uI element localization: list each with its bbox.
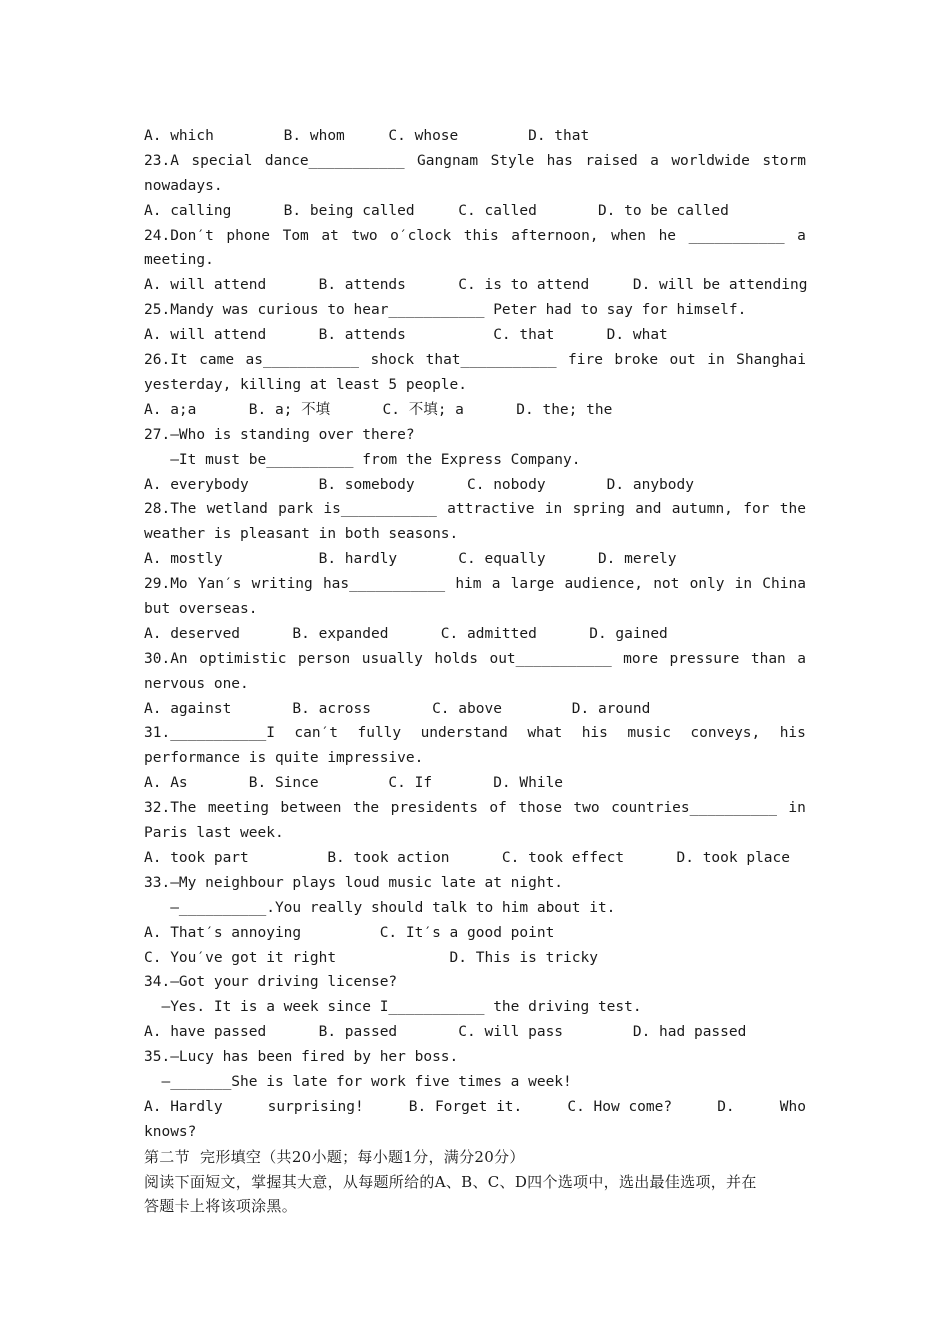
q32-options: A. took part B. took action C. took effect D. took place bbox=[144, 849, 791, 866]
word: in bbox=[707, 352, 725, 369]
q26-options: A. a;a B. a; 不填 C. 不填; a D. the; the bbox=[144, 401, 613, 418]
word: China bbox=[762, 576, 806, 593]
word: at bbox=[321, 227, 339, 244]
word: spring bbox=[572, 501, 625, 518]
word: has___________ bbox=[322, 576, 446, 593]
q31-stem-cont: performance is quite impressive. bbox=[144, 750, 424, 767]
word: this bbox=[463, 227, 499, 244]
word: fire bbox=[568, 352, 603, 369]
q35-stem: 35.—Lucy has been fired by her boss. bbox=[144, 1049, 459, 1066]
q35-options bbox=[144, 1095, 806, 1120]
word: optimistic bbox=[199, 650, 287, 667]
word: a bbox=[797, 227, 806, 244]
word: phone bbox=[226, 227, 271, 244]
word: understand bbox=[420, 725, 508, 742]
q27-stem-cont: —It must be__________ from the Express Company. bbox=[144, 451, 581, 468]
word: his bbox=[581, 725, 608, 742]
word: a bbox=[491, 576, 501, 593]
word: more bbox=[623, 650, 659, 667]
word: two bbox=[351, 227, 378, 244]
word: 26.It bbox=[144, 352, 188, 369]
word: his bbox=[779, 725, 806, 742]
word: presidents bbox=[390, 800, 478, 817]
word: a bbox=[650, 152, 659, 169]
word: holds bbox=[434, 650, 478, 667]
word: audience, bbox=[564, 576, 644, 593]
word: Style bbox=[490, 152, 535, 169]
q24-stem bbox=[144, 224, 806, 249]
word: meeting bbox=[207, 800, 269, 817]
word: Who bbox=[779, 1098, 806, 1115]
word: he bbox=[658, 227, 677, 244]
word: of bbox=[489, 800, 507, 817]
word: D. bbox=[717, 1098, 735, 1115]
q27-options: A. everybody B. somebody C. nobody D. anybody bbox=[144, 476, 694, 493]
word: and bbox=[635, 501, 662, 518]
word: in bbox=[544, 501, 563, 518]
q25-options: A. will attend B. attends C. that D. what bbox=[144, 327, 668, 344]
word: surprising! bbox=[267, 1098, 364, 1115]
word: those bbox=[518, 800, 562, 817]
word: 28.The bbox=[144, 501, 197, 518]
q33-stem: 33.—My neighbour plays loud music late at night. bbox=[144, 874, 564, 891]
word: conveys, bbox=[690, 725, 761, 742]
word: person bbox=[297, 650, 351, 667]
word: 32.The bbox=[144, 800, 197, 817]
q28-stem-cont: weather is pleasant in both seasons. bbox=[144, 526, 459, 543]
q23-stem-cont: nowadays. bbox=[144, 177, 223, 194]
word: large bbox=[510, 576, 555, 593]
word: raised bbox=[585, 152, 638, 169]
q26-stem-cont: yesterday, killing at least 5 people. bbox=[144, 376, 468, 393]
word: when bbox=[611, 227, 647, 244]
word: 30.An bbox=[144, 650, 188, 667]
q28-options: A. mostly B. hardly C. equally D. merely bbox=[144, 551, 677, 568]
word: not bbox=[653, 576, 680, 593]
word: that___________ bbox=[425, 352, 557, 369]
word: o′clock bbox=[390, 227, 452, 244]
word: has bbox=[546, 152, 573, 169]
word: wetland bbox=[206, 501, 268, 518]
word: worldwide bbox=[671, 152, 750, 169]
word: in bbox=[788, 800, 806, 817]
q23-options: A. calling B. being called C. called D. to be called bbox=[144, 202, 729, 219]
word: pressure bbox=[669, 650, 740, 667]
word: music bbox=[627, 725, 671, 742]
word: 23.A bbox=[144, 152, 179, 169]
word: than bbox=[750, 650, 786, 667]
q28-stem bbox=[144, 497, 806, 522]
word: out___________ bbox=[489, 650, 612, 667]
q34-stem-cont: —Yes. It is a week since I___________ the driving test. bbox=[144, 999, 642, 1016]
q30-stem bbox=[144, 647, 806, 672]
word: writing bbox=[251, 576, 313, 593]
q29-stem-cont: but overseas. bbox=[144, 601, 258, 617]
word: can′t bbox=[294, 725, 339, 742]
q24-stem-cont: meeting. bbox=[144, 252, 214, 269]
word: dance___________ bbox=[264, 152, 405, 169]
q30-options: A. against B. across C. above D. around bbox=[144, 700, 651, 717]
q31-stem bbox=[144, 721, 806, 746]
word: afternoon, bbox=[511, 227, 599, 244]
word: came bbox=[199, 352, 235, 369]
word: park bbox=[278, 501, 314, 518]
word: out bbox=[669, 352, 696, 369]
q33-stem-cont: —__________.You really should talk to him about it. bbox=[144, 899, 616, 916]
word: between bbox=[280, 800, 342, 817]
word: 31.___________I bbox=[144, 725, 275, 742]
word: a bbox=[797, 650, 806, 667]
word: Gangnam bbox=[417, 152, 479, 169]
q26-stem bbox=[144, 348, 806, 373]
word: attractive bbox=[447, 501, 535, 518]
q23-stem bbox=[144, 149, 806, 174]
word: storm bbox=[762, 152, 806, 169]
word: fully bbox=[357, 725, 402, 742]
q32-stem bbox=[144, 796, 806, 821]
word: countries__________ bbox=[611, 800, 777, 817]
q31-options: A. As B. Since C. If D. While bbox=[144, 775, 564, 792]
q35-options-cont: knows? bbox=[144, 1123, 197, 1140]
section-two-heading: 第二节 完形填空（共20小题；每小题1分，满分20分） bbox=[144, 1147, 525, 1166]
word: what bbox=[527, 725, 563, 742]
q25-stem: 25.Mandy was curious to hear___________ Peter had to say for himself. bbox=[144, 302, 747, 319]
word: C. How come? bbox=[567, 1098, 673, 1115]
word: only bbox=[689, 576, 725, 593]
word: is___________ bbox=[323, 501, 437, 518]
q33-options-1: A. That′s annoying C. It′s a good point bbox=[144, 924, 555, 941]
word: him bbox=[455, 576, 482, 593]
word: ___________ bbox=[688, 227, 785, 244]
q22-options: A. which B. whom C. whose D. that bbox=[144, 128, 590, 144]
q27-stem: 27.—Who is standing over there? bbox=[144, 426, 415, 443]
instructions-line-1: 阅读下面短文，掌握其大意，从每题所给的A、B、C、D四个选项中，选出最佳选项，并在 bbox=[144, 1172, 757, 1191]
q32-stem-cont: Paris last week. bbox=[144, 825, 284, 842]
q29-stem bbox=[144, 572, 806, 597]
word: broke bbox=[614, 352, 659, 369]
word: for bbox=[743, 501, 770, 518]
word: the bbox=[352, 800, 380, 817]
word: two bbox=[573, 800, 600, 817]
word: A. Hardly bbox=[144, 1098, 223, 1115]
instructions-line-2: 答题卡上将该项涂黑。 bbox=[144, 1197, 298, 1216]
word: as___________ bbox=[245, 352, 360, 369]
exam-page bbox=[144, 124, 806, 1219]
word: autumn, bbox=[671, 501, 733, 518]
q33-options-2: C. You′ve got it right D. This is tricky bbox=[144, 949, 598, 966]
word: usually bbox=[361, 650, 423, 667]
word: in bbox=[734, 576, 753, 593]
word: Tom bbox=[282, 227, 309, 244]
word: 29.Mo bbox=[144, 576, 188, 593]
word: Shanghai bbox=[736, 352, 806, 369]
word: B. Forget it. bbox=[408, 1098, 523, 1115]
word: special bbox=[191, 152, 253, 169]
q29-options: A. deserved B. expanded C. admitted D. gained bbox=[144, 625, 668, 642]
q34-options: A. have passed B. passed C. will pass D. had passed bbox=[144, 1024, 747, 1041]
word: the bbox=[779, 501, 806, 518]
q35-stem-cont: —_______She is late for work five times a week! bbox=[144, 1073, 572, 1090]
word: Yan′s bbox=[197, 576, 242, 593]
q24-options: A. will attend B. attends C. is to attend D. will be attending bbox=[144, 277, 808, 294]
word: shock bbox=[370, 352, 415, 369]
q34-stem: 34.—Got your driving license? bbox=[144, 974, 398, 991]
word: 24.Don′t bbox=[144, 227, 214, 244]
q30-stem-cont: nervous one. bbox=[144, 675, 249, 692]
